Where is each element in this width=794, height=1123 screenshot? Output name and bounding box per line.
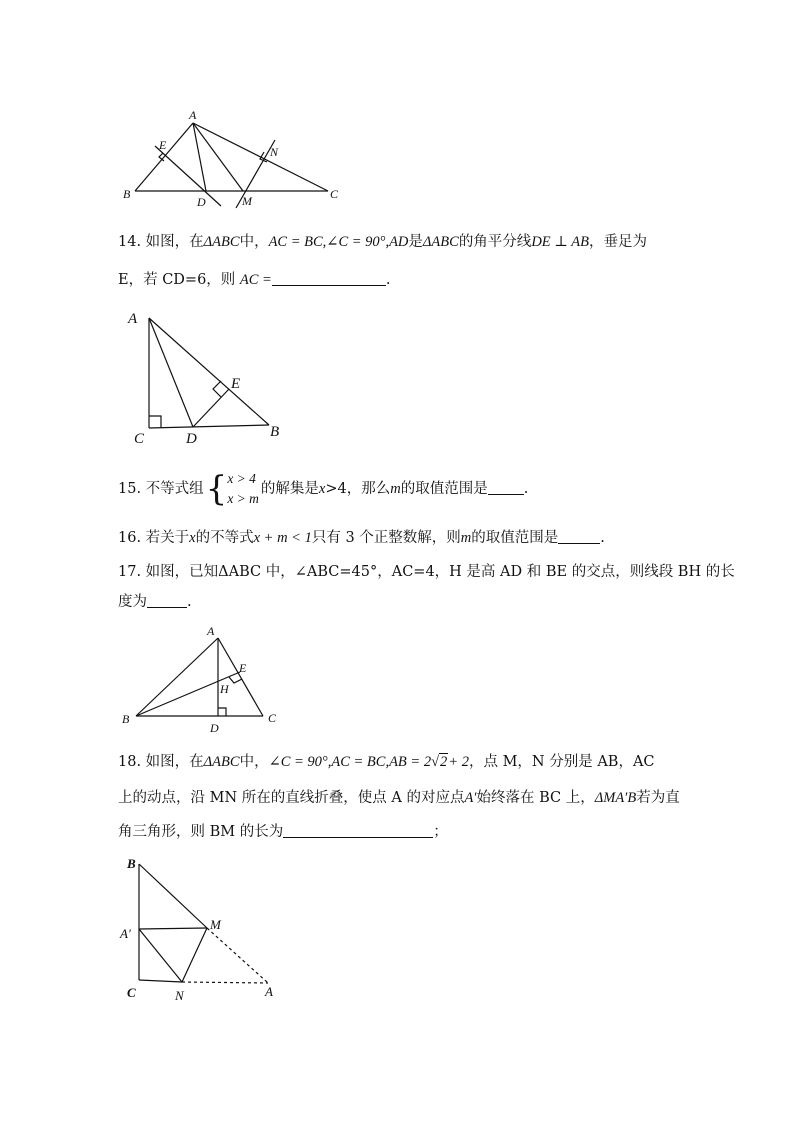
q18-label-n: N <box>175 988 184 1003</box>
q17-answer-blank[interactable] <box>147 593 187 608</box>
q16-text: . <box>600 530 605 546</box>
q14-line-2 <box>118 270 390 290</box>
q14-math: AC = <box>239 272 272 288</box>
q15-text: 的取值范围是 <box>400 481 488 497</box>
q14-label-c: C <box>134 431 145 447</box>
q14-text: ，垂足为 <box>588 234 647 250</box>
q17-label-h: H <box>220 682 229 696</box>
q14-math: AC = BC,∠C = 90°,AD <box>268 234 409 250</box>
q18-figure <box>118 852 293 1012</box>
q15-number: 15. <box>118 481 142 497</box>
q15-inequality-system <box>206 469 259 509</box>
q18-math: ΔMA′B <box>594 790 637 806</box>
q18-math: A′ <box>464 790 477 806</box>
q13-label-b: B <box>123 187 131 201</box>
q17-label-e: E <box>239 661 247 675</box>
q16-number: 16. <box>118 530 142 546</box>
q18-text: 角三角形，则 BM 的长为 <box>118 824 284 840</box>
q15-system-row-2: x > m <box>227 491 259 506</box>
q18-text: ； <box>433 824 448 840</box>
q18-answer-blank[interactable] <box>283 823 433 838</box>
q16-math: x + m < 1 <box>253 530 312 546</box>
q17-label-d: D <box>210 721 219 735</box>
q13-figure <box>115 100 355 215</box>
q18-label-c: C <box>127 985 136 1000</box>
q18-label-a: A <box>265 984 273 999</box>
q18-number: 18. <box>118 754 142 770</box>
q14-label-a: A <box>128 311 138 327</box>
q17-label-c: C <box>268 711 277 725</box>
q13-label-c: C <box>330 187 339 201</box>
q15-math: m <box>390 481 401 497</box>
q15-text: 的解集是 <box>260 481 319 497</box>
q18-sqrt-sign: √ <box>431 754 440 770</box>
q18-label-a-prime: A′ <box>120 926 131 941</box>
q18-text: 上的动点，沿 MN 所在的直线折叠，使点 A 的对应点 <box>118 790 465 806</box>
q18-text: 若为直 <box>636 790 680 806</box>
q13-label-e: E <box>159 138 167 152</box>
q14-math: ΔABC <box>203 234 240 250</box>
q15-brace: { <box>205 469 228 509</box>
q14-text: 是 <box>408 234 423 250</box>
q18-text: 如图，在 <box>145 754 204 770</box>
q14-label-e: E <box>231 376 241 392</box>
q18-math: ΔABC <box>203 754 240 770</box>
q15-system-row-1: x > 4 <box>227 471 256 486</box>
q14-line-1 <box>118 232 647 252</box>
q17-line-2 <box>118 592 192 612</box>
q14-answer-blank[interactable] <box>272 271 386 286</box>
q16-answer-blank[interactable] <box>558 529 600 544</box>
q17-text: 如图，已知ΔABC 中，∠ABC=45°，AC=4，H 是高 AD 和 BE 的交点，则线段 BH 的长 <box>145 564 735 580</box>
q16-text: 的取值范围是 <box>471 530 559 546</box>
q18-label-m: M <box>210 917 221 932</box>
q18-line-3 <box>118 822 448 842</box>
q18-sqrt-radicand: 2 <box>440 754 448 770</box>
q18-text: 始终落在 BC 上， <box>476 790 595 806</box>
q14-math: DE ⊥ AB <box>531 234 589 250</box>
q13-label-d: D <box>197 195 206 209</box>
q13-label-a: A <box>189 108 197 122</box>
q18-line-2 <box>118 788 680 808</box>
q18-text: ，点 M，N 分别是 AB，AC <box>468 754 655 770</box>
q17-text: 度为 <box>118 594 147 610</box>
q14-label-b: B <box>270 424 280 440</box>
q18-text: 中， <box>239 754 269 770</box>
q15-text: 不等式组 <box>145 481 204 497</box>
q14-text: E，若 CD=6，则 <box>118 272 236 288</box>
q15-math: x <box>318 481 326 497</box>
q14-math: ΔABC <box>422 234 459 250</box>
q17-number: 17. <box>118 564 142 580</box>
q13-label-m: M <box>242 194 252 208</box>
q17-label-b: B <box>122 712 130 726</box>
q16-line <box>118 528 605 548</box>
q16-text: 的不等式 <box>195 530 254 546</box>
q18-math: + 2 <box>448 754 469 770</box>
q14-label-d: D <box>186 431 197 447</box>
q16-text: 若关于 <box>145 530 190 546</box>
q14-text: 中， <box>239 234 269 250</box>
q15-text: >4，那么 <box>325 481 391 497</box>
q15-text: . <box>523 481 529 497</box>
q14-text: . <box>385 272 391 288</box>
q18-math: ∠C = 90°,AC = BC,AB = 2 <box>268 754 432 770</box>
q13-label-n: N <box>270 145 279 159</box>
q16-text: 只有 3 个正整数解，则 <box>311 530 461 546</box>
q14-figure <box>125 305 295 450</box>
q17-line-1 <box>118 562 735 582</box>
q14-text: 的角平分线 <box>458 234 532 250</box>
q14-number: 14. <box>118 234 142 250</box>
q16-math: x <box>189 530 196 546</box>
q17-figure <box>118 622 288 737</box>
q14-text: 如图，在 <box>145 234 204 250</box>
q17-text: . <box>187 594 192 610</box>
q18-label-b: B <box>127 856 136 871</box>
q15-answer-blank[interactable] <box>488 480 524 495</box>
q15-line <box>118 468 528 510</box>
q18-line-1 <box>118 752 655 772</box>
q16-math: m <box>460 530 472 546</box>
q17-label-a: A <box>207 624 215 638</box>
